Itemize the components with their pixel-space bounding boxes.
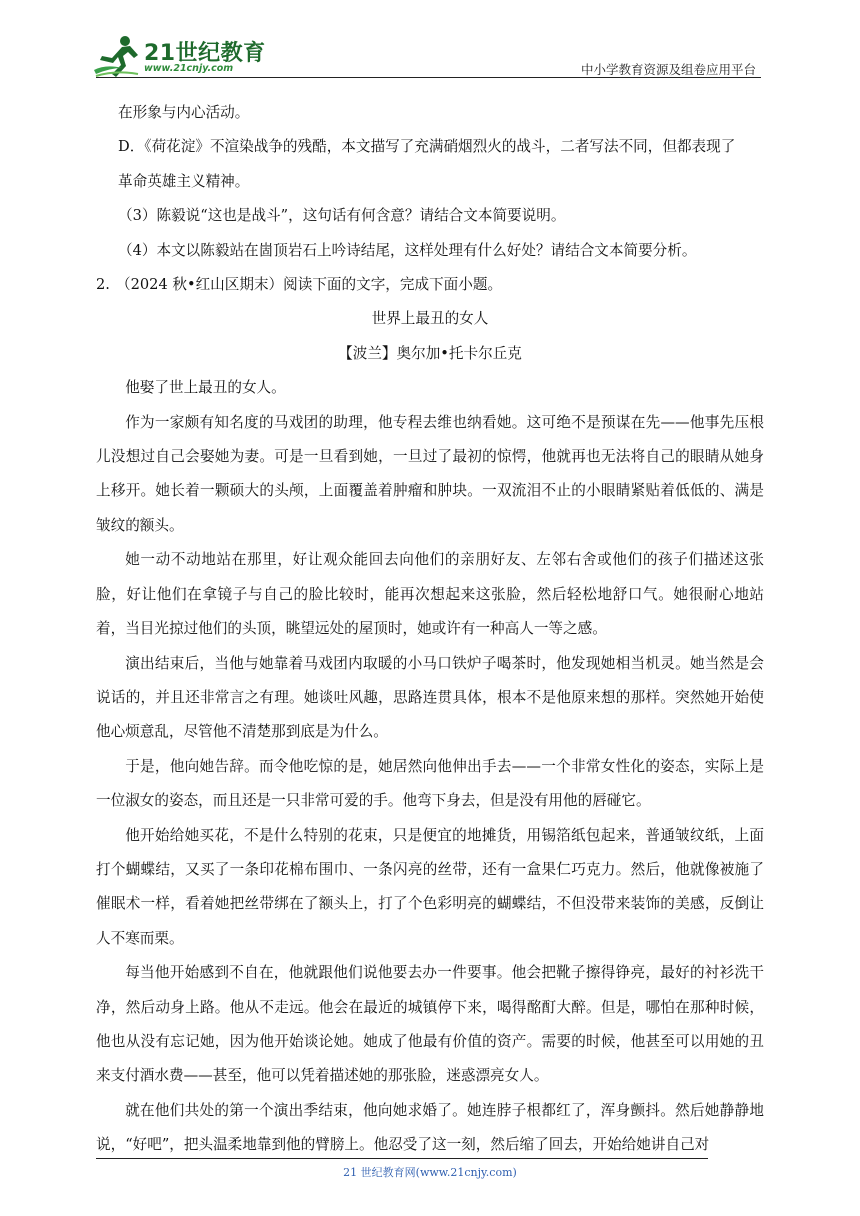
story-paragraph: 作为一家颇有知名度的马戏团的助理，他专程去维也纳看她。这可绝不是预谋在先——他事先压根儿没想过自己会娶她为妻。可是一旦看到她，一旦过了最初的惊愕，他就再也无法将自己的眼睛从她身上移开。她长着一颗硕大的头颅，上面覆盖着肿瘤和肿块。一双流泪不止的小眼睛紧贴着低低的、满是皱纹的额头。 xyxy=(96,413,764,534)
footer-link[interactable]: 21 世纪教育网(www.21cnjy.com) xyxy=(343,1166,517,1179)
story-author: 【波兰】奥尔加•托卡尔丘克 xyxy=(338,344,522,362)
story-paragraph: 她一动不动地站在那里，好让观众能回去向他们的亲朋好友、左邻右舍或他们的孩子们描述这张脸，好让他们在拿镜子与自己的脸比较时，能再次想起来这张脸，然后轻松地舒口气。她很耐心地站着，当目光掠过他们的头顶，眺望远处的屋顶时，她或许有一种高人一等之感。 xyxy=(96,551,764,638)
page-header xyxy=(0,0,860,80)
site-logo[interactable] xyxy=(92,34,266,80)
story-paragraph: 他开始给她买花，不是什么特别的花束，只是便宜的地摊货，用锡箔纸包起来，普通皱纹纸，上面打个蝴蝶结，又买了一条印花棉布围巾、一条闪亮的丝带，还有一盒果仁巧克力。然后，他就像被施了催眠术一样，看着她把丝带绑在了额头上，打了个色彩明亮的蝴蝶结，不但没带来装饰的美感，反倒让人不寒而栗。 xyxy=(96,826,764,947)
story-title: 世界上最丑的女人 xyxy=(371,310,489,328)
story-paragraph: 就在他们共处的第一个演出季结束，他向她求婚了。她连脖子根都红了，浑身颤抖。然后她静静地说，“好吧”，把头温柔地靠到他的臂膀上。他忍受了这一刻，然后缩了回去，开始给她讲自己对 xyxy=(96,1101,764,1154)
question-3: （3）陈毅说“这也是战斗”，这句话有何含意？请结合文本简要说明。 xyxy=(118,207,566,225)
logo-url: www.21cnjy.com xyxy=(144,63,234,74)
previous-option-tail: 在形象与内心活动。 xyxy=(118,104,250,121)
platform-name: 中小学教育资源及组卷应用平台 xyxy=(580,62,756,77)
story-paragraph: 于是，他向她告辞。而令他吃惊的是，她居然向他伸出手去——一个非常女性化的姿态，实际上是一位淑女的姿态，而且还是一只非常可爱的手。他弯下身去，但是没有用他的唇碰它。 xyxy=(96,757,764,810)
story-paragraph: 每当他开始感到不自在，他就跟他们说他要去办一件要事。他会把靴子擦得铮亮，最好的衬衫洗干净，然后动身上路。他从不走远。他会在最近的城镇停下来，喝得酩酊大醉。但是，哪怕在那种时候，他也从没有忘记她，因为他开始谈论她。她成了他最有价值的资产。需要的时候，他甚至可以用她的丑来支付酒水费——甚至，他可以凭着描述她的那张脸，迷惑漂亮女人。 xyxy=(96,964,764,1085)
header-divider xyxy=(96,77,761,78)
question-2 xyxy=(96,268,764,302)
question-2-text: （2024 秋•红山区期末）阅读下面的文字，完成下面小题。 xyxy=(116,276,503,294)
story-paragraph: 演出结束后，当他与她靠着马戏团内取暖的小马口铁炉子喝茶时，他发现她相当机灵。她当然是会说话的，并且还非常言之有理。她谈吐风趣，思路连贯具体，根本不是他原来想的那样。突然她开始使他心烦意乱，尽管他不清楚那到底是为什么。 xyxy=(96,654,764,741)
document-body xyxy=(96,96,764,1163)
footer-divider xyxy=(96,1158,708,1159)
story-paragraph: 他娶了世上最丑的女人。 xyxy=(125,379,286,397)
question-4: （4）本文以陈毅站在崮顶岩石上吟诗结尾，这样处理有什么好处？请结合文本简要分析。 xyxy=(118,241,697,259)
option-d-continuation: 革命英雄主义精神。 xyxy=(118,172,250,190)
option-d-text: D．《荷花淀》不渲染战争的残酷，本文描写了充满硝烟烈火的战斗，二者写法不同，但都表现了 xyxy=(118,138,736,156)
running-figure-icon xyxy=(92,34,142,78)
question-number: 2. xyxy=(96,276,110,294)
option-d xyxy=(96,130,764,164)
logo-title: 21世纪教育 xyxy=(144,41,266,66)
